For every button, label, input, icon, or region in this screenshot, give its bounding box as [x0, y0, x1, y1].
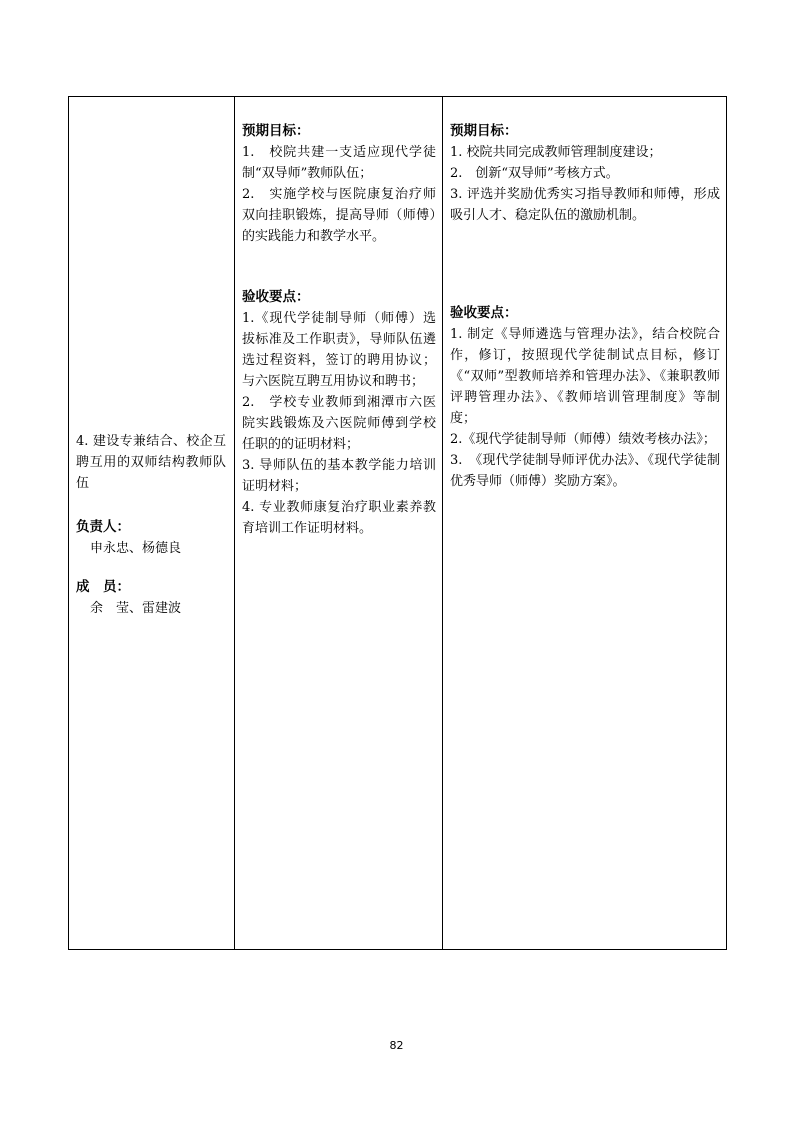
col2-acceptance-item: 2. 学校专业教师到湘潭市六医院实践锻炼及六医院师傅到学校任职的的证明材料；: [242, 395, 436, 452]
members-label: 成 员：: [76, 579, 130, 595]
col3-acceptance-item: 2.《现代学徒制导师（师傅）绩效考核办法》；: [450, 432, 716, 447]
page-number: 82: [389, 1039, 404, 1052]
col2-goal-item: 1. 校院共建一支适应现代学徒制“双导师”教师队伍；: [242, 145, 436, 181]
leader-names: 申永忠、杨德良: [90, 541, 182, 556]
task-row: [69, 97, 727, 950]
col2-acceptance-item: 3. 导师队伍的基本教学能力培训证明材料；: [242, 458, 436, 494]
col3-goal-item: 3. 评选并奖励优秀实习指导教师和师傅，形成吸引人才、稳定队伍的激励机制。: [450, 187, 720, 223]
leader-label: 负责人：: [76, 519, 130, 535]
col3-goal-item: 1. 校院共同完成教师管理制度建设；: [450, 145, 662, 160]
column2-cell: [235, 97, 443, 950]
col2-goal-item: 2. 实施学校与医院康复治疗师双向挂职锻炼，提高导师（师傅）的实践能力和教学水平。: [242, 187, 436, 244]
col3-goal-item: 2. 创新“双导师”考核方式。: [450, 166, 619, 181]
col3-acceptance-item: 1. 制定《导师遴选与管理办法》，结合校院合作，修订，按照现代学徒制试点目标，修订《“双师”型教师培养和管理办法》、《兼职教师评聘管理办法》、《教师培训管理制度》等制度；: [450, 327, 720, 426]
task-title: 4. 建设专兼结合、校企互聘互用的双师结构教师队伍: [76, 434, 226, 491]
member-names: 余 莹、雷建波: [90, 601, 182, 616]
task-table: [68, 96, 727, 950]
col2-acceptance-item: 4. 专业教师康复治疗职业素养教育培训工作证明材料。: [242, 500, 436, 536]
col3-goals-heading: 预期目标：: [450, 123, 518, 139]
col2-acceptance-heading: 验收要点：: [242, 289, 310, 305]
col3-acceptance-heading: 验收要点：: [450, 305, 518, 321]
col2-acceptance-item: 1.《现代学徒制导师（师傅）选拔标准及工作职责》，导师队伍遴选过程资料，签订的聘用协议；与六医院互聘互用协议和聘书；: [242, 311, 436, 389]
col3-acceptance-item: 3. 《现代学徒制导师评优办法》、《现代学徒制优秀导师（师傅）奖励方案》。: [450, 453, 720, 489]
task-info-cell: [69, 97, 235, 950]
col2-goals-heading: 预期目标：: [242, 123, 310, 139]
column3-cell: [443, 97, 727, 950]
